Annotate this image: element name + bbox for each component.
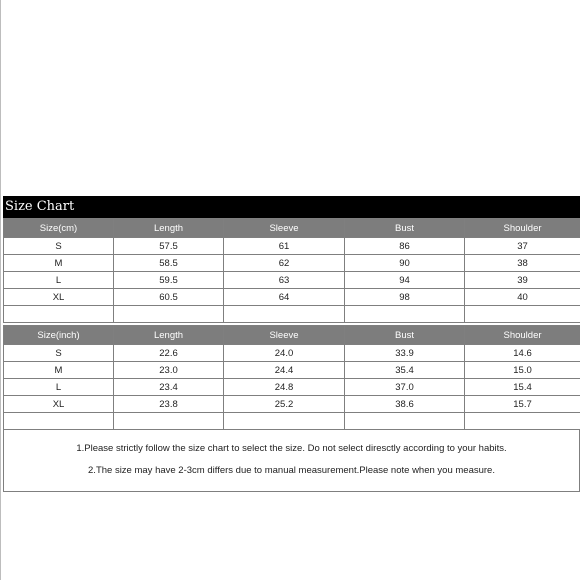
table-row — [4, 238, 580, 255]
note-2: 2.The size may have 2-3cm differs due to manual measurement.Please note when you measure. — [88, 465, 495, 476]
table-cell: 94 — [345, 272, 465, 289]
table-cell: 15.4 — [465, 379, 580, 396]
cm-header-bust: Bust — [345, 219, 465, 238]
empty-cell — [345, 306, 465, 323]
cm-header-shoulder: Shoulder — [465, 219, 580, 238]
table-cell: 14.6 — [465, 345, 580, 362]
table-cell: 57.5 — [114, 238, 224, 255]
left-border-line — [0, 0, 1, 580]
table-cell: 40 — [465, 289, 580, 306]
notes-box — [3, 430, 580, 492]
table-cell: S — [4, 345, 114, 362]
table-cell: 61 — [224, 238, 345, 255]
table-cell: 15.7 — [465, 396, 580, 413]
table-row — [4, 345, 580, 362]
table-cell: 59.5 — [114, 272, 224, 289]
table-cell: 23.0 — [114, 362, 224, 379]
table-cell: S — [4, 238, 114, 255]
size-table — [3, 218, 580, 430]
table-cell: 15.0 — [465, 362, 580, 379]
chart-title: Size Chart — [3, 196, 580, 218]
table-cell: L — [4, 379, 114, 396]
table-cell: 24.0 — [224, 345, 345, 362]
inch-header-sleeve: Sleeve — [224, 326, 345, 345]
table-cell: 23.8 — [114, 396, 224, 413]
table-row — [4, 272, 580, 289]
table-cell: XL — [4, 289, 114, 306]
table-cell: M — [4, 362, 114, 379]
empty-cell — [4, 413, 114, 430]
table-row — [4, 289, 580, 306]
inch-header-length: Length — [114, 326, 224, 345]
cm-header-size: Size(cm) — [4, 219, 114, 238]
inch-header-row — [4, 326, 580, 345]
inch-header-bust: Bust — [345, 326, 465, 345]
table-cell: 90 — [345, 255, 465, 272]
size-chart — [3, 196, 580, 492]
empty-cell — [465, 413, 580, 430]
table-row — [4, 362, 580, 379]
cm-header-row — [4, 219, 580, 238]
table-cell: 37 — [465, 238, 580, 255]
table-cell: 58.5 — [114, 255, 224, 272]
table-cell: 25.2 — [224, 396, 345, 413]
table-cell: 60.5 — [114, 289, 224, 306]
table-cell: 23.4 — [114, 379, 224, 396]
table-cell: L — [4, 272, 114, 289]
inch-header-size: Size(inch) — [4, 326, 114, 345]
table-cell: 37.0 — [345, 379, 465, 396]
empty-cell — [114, 306, 224, 323]
table-row — [4, 379, 580, 396]
table-cell: M — [4, 255, 114, 272]
table-cell: 24.4 — [224, 362, 345, 379]
table-cell: 35.4 — [345, 362, 465, 379]
empty-cell — [465, 306, 580, 323]
empty-cell — [4, 306, 114, 323]
empty-row — [4, 413, 580, 430]
empty-cell — [345, 413, 465, 430]
note-1: 1.Please strictly follow the size chart to select the size. Do not select diresctly according to your habits. — [76, 443, 507, 454]
empty-row — [4, 306, 580, 323]
table-cell: XL — [4, 396, 114, 413]
inch-header-shoulder: Shoulder — [465, 326, 580, 345]
table-cell: 38.6 — [345, 396, 465, 413]
table-cell: 38 — [465, 255, 580, 272]
table-cell: 64 — [224, 289, 345, 306]
cm-header-length: Length — [114, 219, 224, 238]
table-cell: 86 — [345, 238, 465, 255]
table-cell: 39 — [465, 272, 580, 289]
cm-header-sleeve: Sleeve — [224, 219, 345, 238]
table-cell: 98 — [345, 289, 465, 306]
empty-cell — [224, 413, 345, 430]
table-row — [4, 396, 580, 413]
table-cell: 62 — [224, 255, 345, 272]
table-cell: 24.8 — [224, 379, 345, 396]
table-cell: 33.9 — [345, 345, 465, 362]
empty-cell — [224, 306, 345, 323]
table-cell: 22.6 — [114, 345, 224, 362]
table-cell: 63 — [224, 272, 345, 289]
empty-cell — [114, 413, 224, 430]
table-row — [4, 255, 580, 272]
